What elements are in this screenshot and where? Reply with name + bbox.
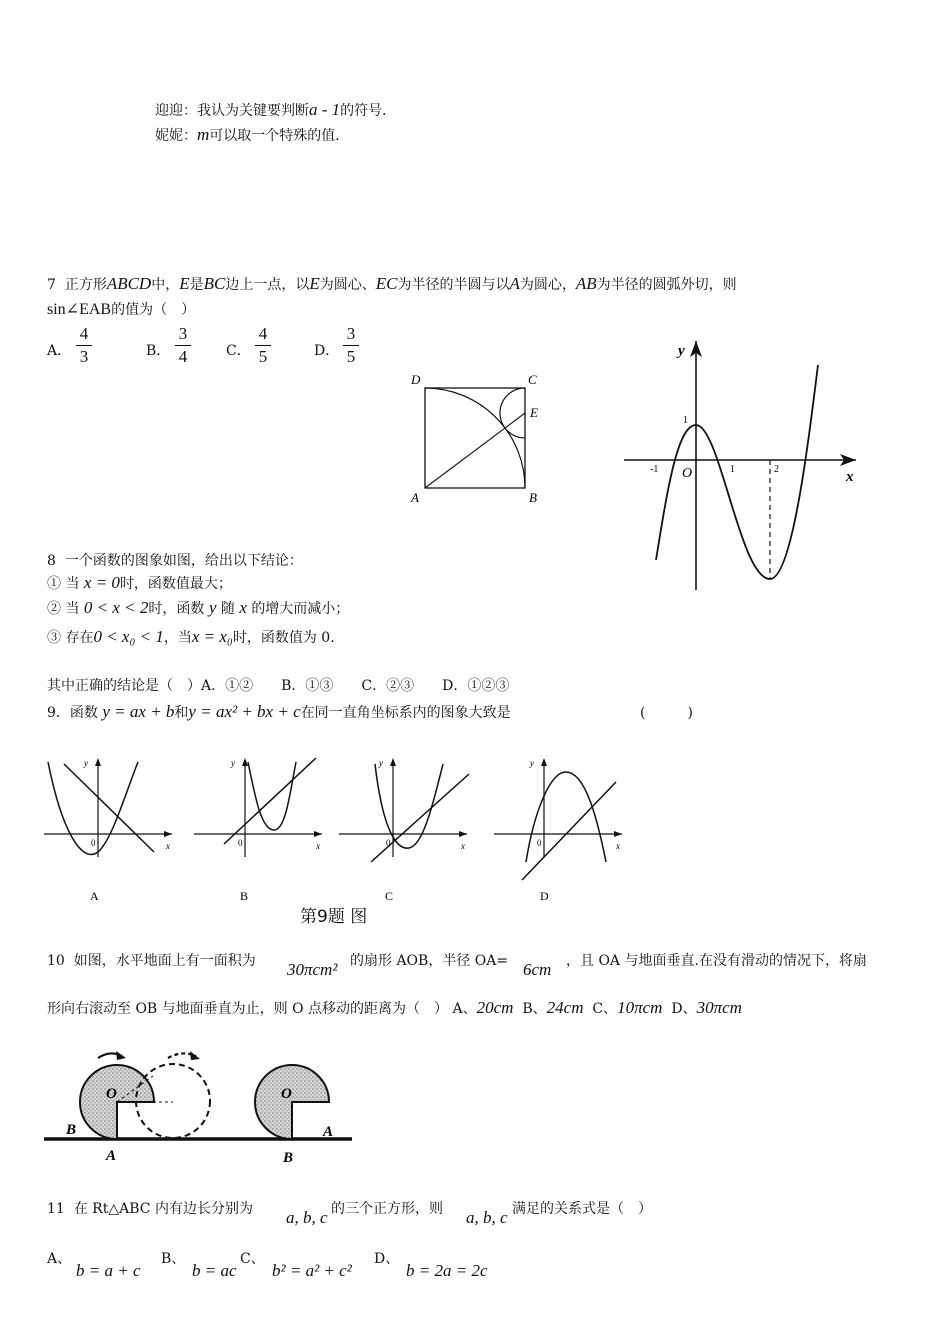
q8-answer-options: 其中正确的结论是（ ）A．①② B．①③ C．②③ D．①②③ [47, 678, 510, 694]
q7-stem-line-1: 7 正方形ABCD中，E是BC边上一点，以E为圆心、EC为半径的半圆与以A为圆心，AB为半径的圆弧外切，则 [47, 274, 737, 293]
line [64, 764, 154, 852]
q11-math-1: a, b, c [286, 1208, 328, 1227]
line [224, 758, 316, 844]
intro-line-2: 妮妮：m可以取一个特殊的值． [155, 125, 350, 144]
tick-2: 2 [774, 464, 779, 475]
panel-label: B [240, 889, 249, 903]
q9-answer-paren: ( ) [640, 705, 693, 721]
q8-conclusion-3: ③ 存在0 < x₀ < 1，当x = x₀时，函数值为 0. [47, 627, 335, 646]
q9-panel-b [190, 752, 330, 907]
svg-text:x: x [166, 841, 170, 851]
svg-text:y: y [530, 758, 534, 768]
q7-stem-line-2: sin∠EAB的值为（ ） [47, 301, 196, 318]
q11-option-a-expr: b = a + c [76, 1261, 141, 1280]
label-d: D [411, 372, 421, 387]
tick-neg1: -1 [650, 464, 659, 475]
axis-x-label: x [846, 469, 854, 485]
q11-option-d-label: D、 [374, 1251, 400, 1267]
q10-stem-line-1: 10 如图，水平地面上有一面积为 [47, 953, 256, 969]
svg-text:x: x [616, 841, 620, 851]
q9-panel-c [335, 752, 475, 907]
panel-label: D [540, 889, 549, 903]
origin-label: O [682, 466, 693, 481]
q10-radius-value: 6cm [523, 960, 552, 979]
q10-area-value: 30πcm² [287, 960, 338, 979]
svg-text:0: 0 [91, 838, 96, 848]
label-a2: A [323, 1124, 334, 1140]
svg-text:x: x [316, 841, 320, 851]
q10-rolling-sector-figure [40, 1048, 360, 1173]
label-e: E [530, 405, 538, 420]
cubic-curve [656, 365, 818, 579]
line [522, 782, 616, 880]
tick-1-y: 1 [683, 415, 688, 426]
q11-stem-end: 满足的关系式是（ ） [512, 1201, 652, 1217]
q10-stem-mid: 的扇形 AOB，半径 OA= [350, 953, 509, 969]
svg-text:0: 0 [386, 838, 391, 848]
q8-function-graph [620, 335, 870, 595]
panel-label: A [90, 889, 99, 903]
q11-option-c-expr: b² = a² + c² [272, 1261, 352, 1280]
panel-label: C [385, 889, 394, 903]
q7-option-c-fraction: 4 5 [255, 324, 271, 367]
q9-figure-caption: 第9题 图 [300, 907, 368, 927]
label-b2: B [283, 1150, 294, 1166]
axis-y-label: y [678, 343, 685, 359]
q11-option-d-expr: b = 2a = 2c [406, 1261, 488, 1280]
q8-conclusion-1: ① 当 x = 0时，函数值最大； [47, 573, 232, 592]
q7-option-d-fraction: 3 5 [343, 324, 359, 367]
svg-text:y: y [231, 758, 235, 768]
intro-line-1: 迎迎：我认为关键要判断a - 1的符号． [155, 100, 397, 119]
q7-option-b-label: B． [146, 343, 171, 359]
parabola [526, 772, 606, 862]
q11-option-c-label: C、 [240, 1251, 265, 1267]
label-o2: O [281, 1086, 292, 1102]
q11-option-b-expr: b = ac [192, 1261, 237, 1280]
svg-text:y: y [84, 758, 88, 768]
q11-stem-mid: 的三个正方形，则 [331, 1201, 443, 1217]
q10-stem-line-2: 形向右滚动至 OB 与地面垂直为止，则 O 点移动的距离为（ ） A、20cm B、24cm C、10πcm D、30πcm [47, 998, 742, 1017]
q11-option-b-label: B、 [161, 1251, 186, 1267]
label-o1: O [106, 1086, 117, 1102]
svg-text:0: 0 [238, 838, 243, 848]
q7-option-b-fraction: 3 4 [175, 324, 191, 367]
q7-option-d-label: D． [314, 343, 340, 359]
tick-1-x: 1 [730, 464, 735, 475]
label-a: A [411, 490, 419, 505]
label-c: C [528, 372, 537, 387]
q7-option-a-label: A． [47, 343, 72, 359]
q9-panel-d [490, 752, 630, 907]
q11-stem-start: 11 在 Rt△ABC 内有边长分别为 [47, 1201, 253, 1217]
sector-end [255, 1065, 329, 1139]
q7-option-c-label: C． [226, 343, 251, 359]
q8-conclusion-2: ② 当 0 < x < 2时，函数 y 随 x 的增大而减小； [47, 598, 350, 617]
square-abcd [425, 388, 525, 488]
segment-ae [425, 413, 525, 488]
q8-stem: 8 一个函数的图象如图，给出以下结论： [47, 553, 303, 569]
parabola [248, 762, 296, 830]
svg-text:y: y [379, 758, 383, 768]
q11-math-2: a, b, c [466, 1208, 508, 1227]
q10-stem-end: ，且 OA 与地面垂直.在没有滑动的情况下，将扇 [566, 953, 867, 969]
semicircle-centered-e [500, 388, 525, 438]
q7-square-figure [405, 370, 550, 510]
svg-text:x: x [461, 841, 465, 851]
svg-text:0: 0 [537, 838, 542, 848]
q9-stem: 9．函数 y = ax + b和y = ax² + bx + c在同一直角坐标系内的图象大致是 [47, 702, 511, 721]
label-a1: A [106, 1148, 117, 1164]
label-b1: B [66, 1122, 77, 1138]
arc-centered-a [425, 388, 525, 488]
q7-option-a-fraction: 4 3 [76, 324, 92, 367]
label-b: B [529, 490, 537, 505]
q11-option-a-label: A、 [47, 1251, 72, 1267]
q9-panel-a [40, 752, 180, 907]
